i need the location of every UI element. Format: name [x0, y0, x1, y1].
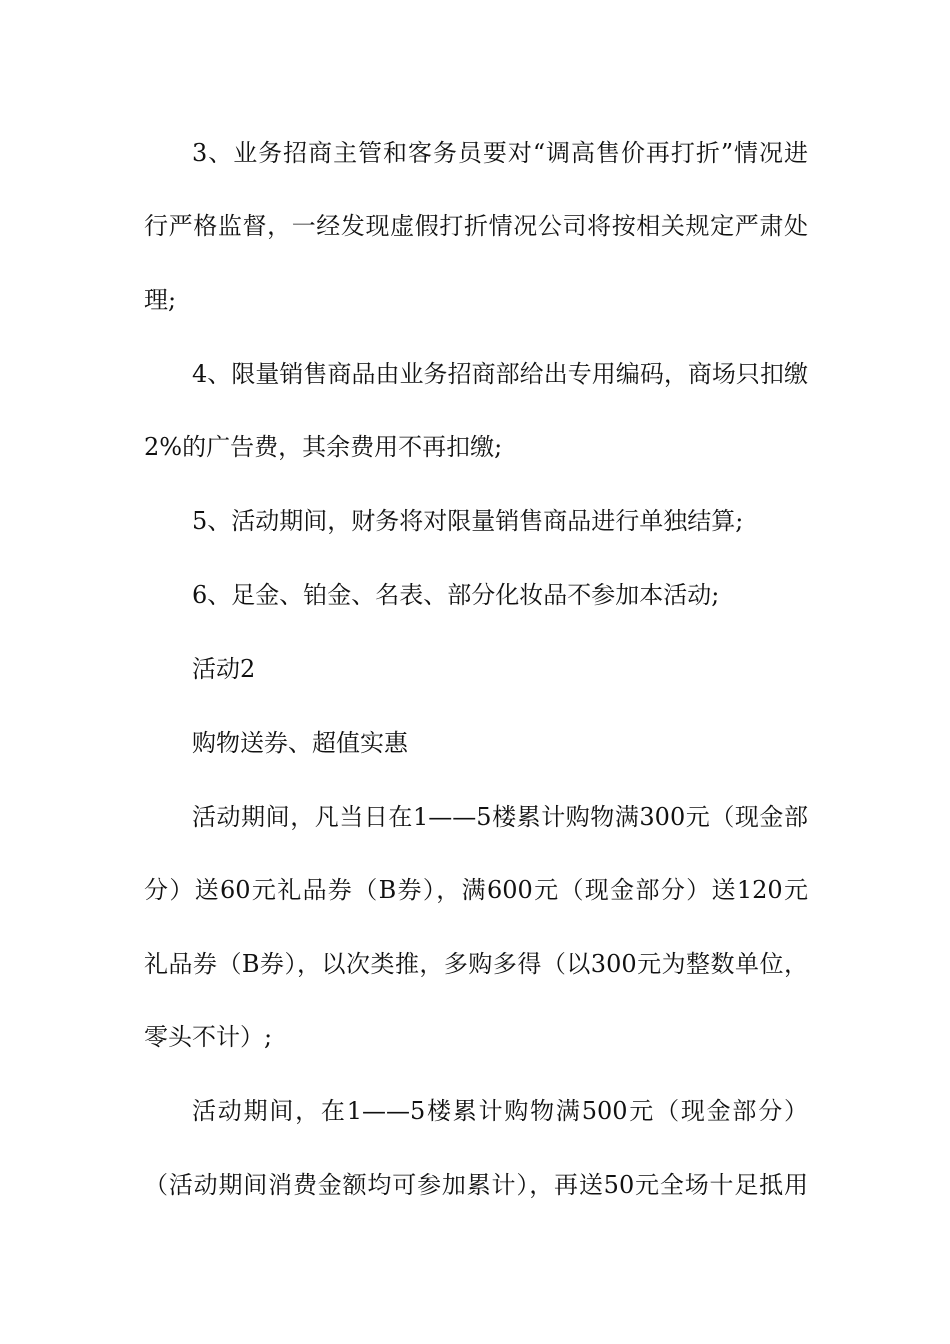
section-heading-activity-2: 活动2: [192, 655, 256, 683]
paragraph-line-11: 零头不计）;: [144, 1023, 273, 1051]
section-subheading: 购物送券、超值实惠: [192, 729, 408, 757]
paragraph-line-13: （活动期间消费金额均可参加累计），再送50元全场十足抵用: [144, 1171, 808, 1199]
paragraph-line-1: 3、业务招商主管和客务员要对“调高售价再打折”情况进: [192, 139, 808, 167]
paragraph-line-10: 礼品券（B券），以次类推，多购多得（以300元为整数单位，: [144, 950, 808, 978]
paragraph-line-9: 分）送60元礼品券（B券），满600元（现金部分）送120元: [144, 876, 808, 904]
paragraph-line-6: 5、活动期间，财务将对限量销售商品进行单独结算;: [192, 507, 744, 535]
paragraph-line-8: 活动期间，凡当日在1——5楼累计购物满300元（现金部: [192, 803, 808, 831]
paragraph-line-5: 2%的广告费，其余费用不再扣缴;: [144, 433, 503, 461]
paragraph-line-7: 6、足金、铂金、名表、部分化妆品不参加本活动;: [192, 581, 720, 609]
paragraph-line-4: 4、限量销售商品由业务招商部给出专用编码，商场只扣缴: [192, 360, 808, 388]
paragraph-line-2: 行严格监督，一经发现虚假打折情况公司将按相关规定严肃处: [144, 212, 808, 240]
paragraph-line-3: 理;: [144, 286, 177, 314]
paragraph-line-12: 活动期间，在1——5楼累计购物满500元（现金部分）: [192, 1097, 808, 1125]
